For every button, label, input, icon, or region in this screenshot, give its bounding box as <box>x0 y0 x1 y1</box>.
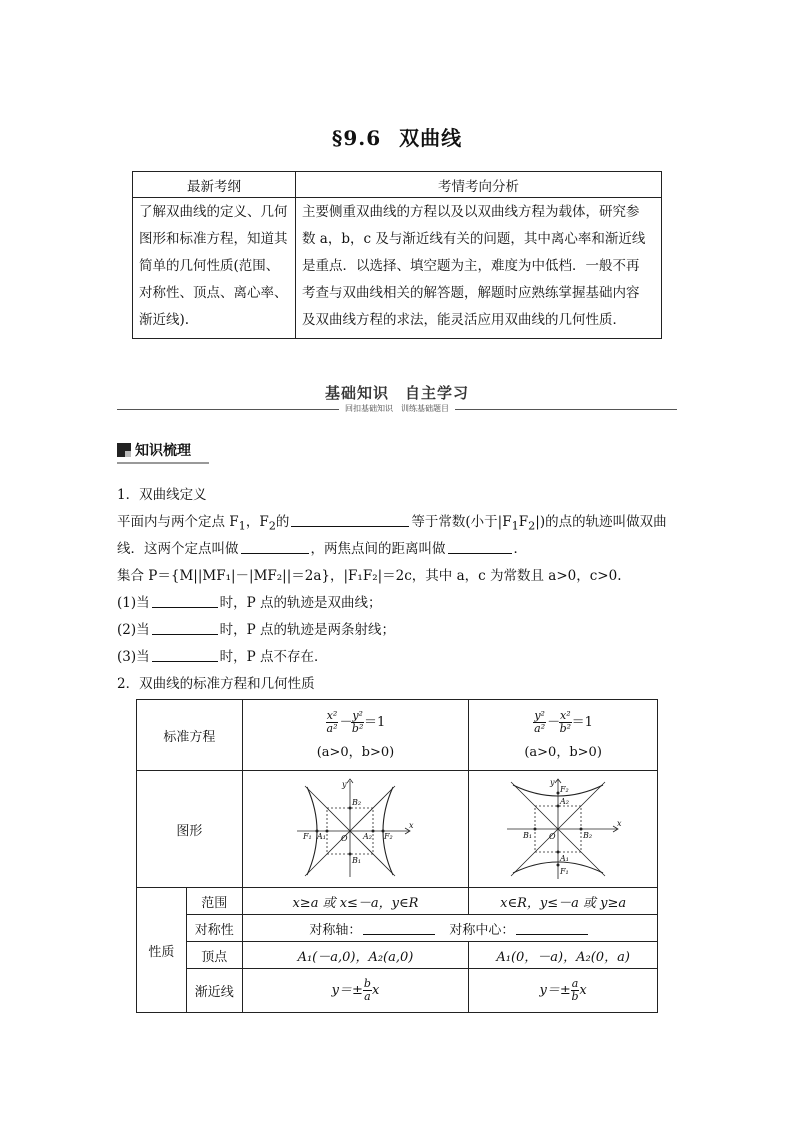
knowledge-label: 知识梳理 <box>117 440 209 464</box>
svg-text:x: x <box>409 821 414 830</box>
section-header: 基础知识 自主学习 <box>324 384 469 402</box>
svg-text:F₂: F₂ <box>560 785 569 794</box>
svg-text:F₁: F₁ <box>303 832 313 841</box>
svg-text:y: y <box>550 778 555 787</box>
svg-text:B₂: B₂ <box>583 831 593 840</box>
svg-text:y: y <box>342 780 347 789</box>
svg-text:F₂: F₂ <box>384 832 394 841</box>
vertex-2: A₁(0，－a)，A₂(0，a) <box>469 942 658 969</box>
header-analysis: 考情考向分析 <box>296 172 662 198</box>
svg-text:A₁: A₁ <box>317 832 327 841</box>
svg-text:B₁: B₁ <box>352 856 362 865</box>
svg-text:O: O <box>341 834 349 843</box>
hyperbola-horizontal-figure <box>295 777 415 881</box>
svg-text:x: x <box>617 819 622 828</box>
svg-text:B₁: B₁ <box>523 831 533 840</box>
blank-5[interactable] <box>152 633 218 635</box>
outline-table <box>132 171 662 339</box>
square-icon <box>117 443 131 457</box>
item1-case2: (2)当 时，P 点的轨迹是两条射线； <box>117 622 395 638</box>
label-range: 范围 <box>186 888 242 915</box>
svg-text:A₂: A₂ <box>363 832 373 841</box>
item1-case3: (3)当 时，P 点不存在． <box>117 649 328 665</box>
blank-4[interactable] <box>152 606 218 608</box>
item2-heading: 2．双曲线的标准方程和几何性质 <box>117 676 315 692</box>
blank-center[interactable] <box>516 933 588 935</box>
blank-1[interactable] <box>291 525 409 527</box>
label-vertex: 顶点 <box>186 942 242 969</box>
row-label-prop: 性质 <box>137 888 187 1013</box>
figure-vertical <box>469 771 658 888</box>
svg-text:F₁: F₁ <box>560 867 569 876</box>
header-outline: 最新考纲 <box>133 172 296 198</box>
item1-case1: (1)当 时，P 点的轨迹是双曲线； <box>117 595 382 611</box>
label-asymptote: 渐近线 <box>186 969 242 1013</box>
item1-line1: 平面内与两个定点 $F_1$，$F_2$的 等于常数(小于$|F_1F_2|$)的点的轨迹叫做双曲 <box>117 514 667 533</box>
std-eq-1: $\frac{\text{x²}}{\text{a²}}$ － $\frac{\text{y²}}{\text{b²}}$ ＝1 (a>0，b>0) <box>242 700 469 771</box>
row-label-fig: 图形 <box>137 771 243 888</box>
blank-2[interactable] <box>241 552 309 554</box>
page-title <box>0 122 794 151</box>
section-name: 双曲线 <box>399 126 463 150</box>
label-symmetry: 对称性 <box>186 915 242 942</box>
std-eq-2: $\frac{\text{y²}}{\text{a²}}$ － $\frac{\text{x²}}{\text{b²}}$ ＝1 (a>0，b>0) <box>469 700 658 771</box>
properties-table <box>136 699 658 1013</box>
asymptote-2: y＝± $\frac{a}{b}$ x <box>469 969 658 1013</box>
svg-text:O: O <box>549 832 556 841</box>
row-label-std: 标准方程 <box>137 700 243 771</box>
asymptote-1: y＝± $\frac{b}{a}$ x <box>242 969 469 1013</box>
analysis-cell: 主要侧重双曲线的方程以及以双曲线方程为载体，研究参 数 a，b，c 及与渐近线有关的问题，其中离心率和渐近线 是重点．以选择、填空题为主，难度为中低档．一般不再 考查与双曲线相关的解答题，解题时应熟练掌握基础内容 及双曲线方程的求法，能灵活应用双曲线的几何性质． <box>296 198 662 339</box>
vertex-1: A₁(－a,0)，A₂(a,0) <box>242 942 469 969</box>
outline-cell: 了解双曲线的定义、几何 图形和标准方程，知道其 简单的几何性质(范围、 对称性、顶点、离心率、 渐近线). <box>133 198 296 339</box>
blank-3[interactable] <box>448 552 512 554</box>
section-number: §9.6 <box>331 126 382 150</box>
range-2: x∈R，y≤－a 或 y≥a <box>469 888 658 915</box>
figure-horizontal <box>242 771 469 888</box>
svg-text:A₂: A₂ <box>560 797 570 806</box>
blank-6[interactable] <box>152 660 218 662</box>
item1-set: 集合 P＝{M||MF₁|－|MF₂||＝2a}，|F₁F₂|＝2c，其中 a，c 为常数且 a>0，c>0. <box>117 568 622 584</box>
item1-heading: 1．双曲线定义 <box>117 487 207 503</box>
item1-line2: 线．这两个定点叫做 ，两焦点间的距离叫做 ． <box>117 541 527 557</box>
hyperbola-vertical-figure <box>503 777 623 881</box>
range-1: x≥a 或 x≤－a，y∈R <box>242 888 469 915</box>
svg-text:A₁: A₁ <box>560 854 570 863</box>
blank-axis[interactable] <box>363 933 435 935</box>
svg-text:B₂: B₂ <box>352 798 362 807</box>
section-subtitle: 回扣基础知识 训练基础题目 <box>0 403 794 414</box>
symmetry-cell: 对称轴： 对称中心： <box>242 915 657 942</box>
